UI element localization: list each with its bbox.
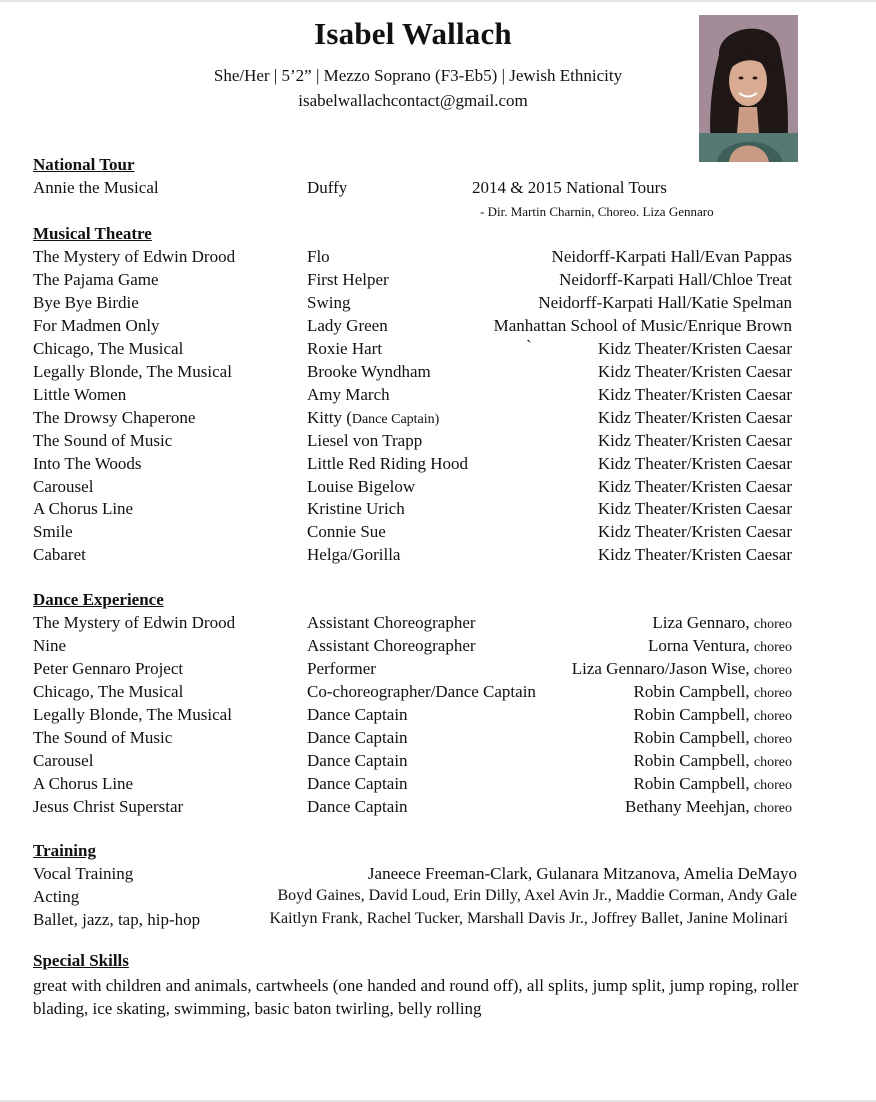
dance-row (0, 705, 876, 728)
choreographer (633, 774, 792, 794)
headshot-photo (699, 15, 798, 162)
training-teachers: Janeece Freeman-Clark, Gulanara Mitzanova, Amelia DeMayo (367, 864, 797, 883)
role-name: Little Red Riding Hood (307, 453, 469, 473)
musical-theatre-row (0, 247, 876, 270)
show-title: Smile (33, 522, 73, 542)
role: Assistant Choreographer (307, 613, 476, 632)
choreographer-name: Bethany Meehjan, (625, 796, 754, 816)
choreo-label: choreo (753, 617, 792, 632)
choreographer-name: Robin Campbell, (633, 727, 754, 747)
venue-director: Kidz Theater/Kristen Caesar (597, 361, 792, 381)
role (307, 362, 431, 382)
role (307, 545, 400, 565)
show-title: The Mystery of Edwin Drood (33, 247, 236, 266)
role (307, 293, 350, 313)
show-title: A Chorus Line (33, 499, 134, 519)
role (307, 339, 382, 359)
headshot-icon (699, 15, 798, 162)
special-skills-text: great with children and animals, cartwheels (one handed and round off), all splits, jump split, jump roping, roller blading, ice skating, swimming, basic baton twirling, belly rolling (33, 976, 799, 1018)
role-name: Louise Bigelow (307, 476, 416, 496)
choreographer (633, 705, 792, 725)
show-title: The Mystery of Edwin Drood (33, 613, 236, 632)
role (307, 431, 422, 451)
applicant-email: isabelwallachcontact@gmail.com (298, 91, 528, 110)
training-row (0, 887, 876, 910)
role: Duffy (307, 178, 348, 197)
choreographer (633, 728, 792, 748)
show-title: The Pajama Game (33, 269, 159, 289)
venue-director: Neidorff-Karpati Hall/Katie Spelman (538, 292, 792, 312)
musical-theatre-row (0, 362, 876, 385)
show-title: Carousel (33, 750, 94, 770)
role (307, 408, 439, 428)
show-title: For Madmen Only (33, 315, 160, 335)
role-name: Connie Sue (307, 522, 386, 542)
training-row (0, 910, 876, 933)
role: Dance Captain (307, 796, 408, 816)
musical-theatre-row (0, 454, 876, 477)
venue: 2014 & 2015 National Tours (472, 178, 667, 197)
show-title: The Sound of Music (33, 727, 173, 747)
musical-theatre-row (0, 545, 876, 568)
choreographer-name: Robin Campbell, (633, 750, 754, 770)
section-training-heading: Training (33, 841, 96, 860)
dance-row (0, 751, 876, 774)
venue-director: Kidz Theater/Kristen Caesar (597, 453, 792, 473)
training-row (0, 864, 876, 887)
show-title: Carousel (33, 476, 94, 496)
choreographer (648, 636, 792, 656)
choreographer (572, 659, 792, 679)
venue-director: Kidz Theater/Kristen Caesar (597, 338, 792, 358)
role (307, 385, 390, 405)
role-name: Flo (307, 247, 330, 266)
venue-director: Kidz Theater/Kristen Caesar (597, 430, 792, 450)
dance-row (0, 728, 876, 751)
role: Dance Captain (307, 750, 408, 770)
venue-director: Kidz Theater/Kristen Caesar (597, 476, 792, 496)
choreographer (633, 682, 792, 702)
role-name: Swing (307, 292, 351, 312)
venue-director: Neidorff-Karpati Hall/Evan Pappas (551, 247, 792, 266)
role-name: Kristine Urich (307, 499, 405, 519)
show-title: Annie the Musical (33, 178, 159, 197)
show-title: Chicago, The Musical (33, 681, 184, 701)
dance-row (0, 682, 876, 705)
section-dance-experience-heading: Dance Experience (33, 590, 164, 609)
role (307, 499, 405, 519)
choreo-label: choreo (753, 777, 792, 793)
choreographer (633, 751, 792, 771)
musical-theatre-row (0, 339, 876, 362)
choreographer (625, 797, 792, 817)
show-title: Little Women (33, 384, 127, 404)
musical-theatre-row (0, 499, 876, 522)
choreographer-name: Liza Gennaro, (652, 613, 754, 632)
choreo-label: choreo (753, 731, 792, 747)
show-title: Legally Blonde, The Musical (33, 361, 232, 381)
training-teachers: Boyd Gaines, David Loud, Erin Dilly, Axel Avin Jr., Maddie Corman, Andy Gale (277, 887, 797, 904)
choreo-label: choreo (753, 754, 792, 770)
role (307, 522, 386, 542)
role-name: Kitty ( (307, 407, 352, 427)
show-title: The Sound of Music (33, 430, 173, 450)
dance-row (0, 797, 876, 820)
dance-row (0, 659, 876, 682)
venue-director: Manhattan School of Music/Enrique Brown (493, 315, 792, 335)
role-note: Dance Captain) (351, 411, 440, 427)
musical-theatre-row (0, 477, 876, 500)
choreo-label: choreo (753, 639, 792, 655)
show-title: Nine (33, 635, 67, 655)
musical-theatre-row (0, 293, 876, 316)
venue-director: Kidz Theater/Kristen Caesar (597, 522, 792, 542)
national-tour-credit-note: - Dir. Martin Charnin, Choreo. Liza Gennaro (480, 204, 714, 219)
choreo-label: choreo (753, 685, 792, 701)
stray-mark: ` (526, 337, 532, 356)
venue-director: Kidz Theater/Kristen Caesar (597, 407, 792, 427)
choreographer-name: Lorna Ventura, (648, 635, 754, 655)
role-name: First Helper (307, 269, 389, 289)
show-title: Chicago, The Musical (33, 338, 184, 358)
show-title: Bye Bye Birdie (33, 292, 139, 312)
choreo-label: choreo (753, 708, 792, 724)
musical-theatre-row (0, 408, 876, 431)
show-title: The Drowsy Chaperone (33, 407, 196, 427)
role (307, 270, 389, 290)
venue-director: Kidz Theater/Kristen Caesar (597, 384, 792, 404)
training-area: Vocal Training (33, 864, 134, 883)
show-title: Legally Blonde, The Musical (33, 704, 232, 724)
section-national-tour-heading: National Tour (33, 155, 135, 174)
role-name: Helga/Gorilla (307, 545, 401, 565)
training-teachers: Kaitlyn Frank, Rachel Tucker, Marshall Davis Jr., Joffrey Ballet, Janine Molinari (269, 910, 788, 927)
choreographer-name: Liza Gennaro/Jason Wise, (571, 658, 754, 678)
show-title: Jesus Christ Superstar (33, 796, 184, 816)
role-name: Brooke Wyndham (307, 361, 431, 381)
venue-director: Kidz Theater/Kristen Caesar (597, 499, 792, 519)
role (307, 477, 415, 497)
role (307, 247, 330, 267)
venue-director: Kidz Theater/Kristen Caesar (597, 545, 792, 565)
role-name: Amy March (307, 384, 390, 404)
show-title: Peter Gennaro Project (33, 658, 184, 678)
show-title: Into The Woods (33, 453, 142, 473)
training-area: Acting (33, 887, 80, 906)
applicant-name: Isabel Wallach (314, 16, 512, 51)
section-special-skills-heading: Special Skills (33, 951, 129, 970)
show-title: A Chorus Line (33, 773, 134, 793)
choreographer-name: Robin Campbell, (633, 704, 754, 724)
role: Assistant Choreographer (307, 635, 476, 655)
top-rule (0, 0, 876, 2)
role-name: Liesel von Trapp (307, 430, 423, 450)
role: Dance Captain (307, 773, 408, 793)
role: Dance Captain (307, 704, 408, 724)
section-musical-theatre-heading: Musical Theatre (33, 224, 152, 243)
role (307, 316, 388, 336)
role: Co-choreographer/Dance Captain (307, 681, 536, 701)
choreographer (652, 613, 792, 633)
musical-theatre-row (0, 522, 876, 545)
role: Dance Captain (307, 727, 408, 747)
role: Performer (307, 658, 376, 678)
applicant-info: She/Her | 5’2” | Mezzo Soprano (F3-Eb5) | Jewish Ethnicity (213, 66, 623, 85)
musical-theatre-row (0, 270, 876, 293)
role-name: Roxie Hart (307, 338, 383, 358)
musical-theatre-row (0, 385, 876, 408)
show-title: Cabaret (33, 545, 86, 565)
choreo-label: choreo (753, 800, 792, 816)
role (307, 454, 468, 474)
choreo-label: choreo (753, 662, 792, 678)
dance-row (0, 636, 876, 659)
venue-director: Neidorff-Karpati Hall/Chloe Treat (559, 269, 792, 289)
musical-theatre-row (0, 431, 876, 454)
dance-row (0, 613, 876, 636)
training-area: Ballet, jazz, tap, hip-hop (33, 910, 201, 929)
dance-row (0, 774, 876, 797)
musical-theatre-row (0, 316, 876, 339)
choreographer-name: Robin Campbell, (633, 681, 754, 701)
national-tour-row (0, 178, 876, 201)
role-name: Lady Green (307, 315, 388, 335)
choreographer-name: Robin Campbell, (633, 773, 754, 793)
